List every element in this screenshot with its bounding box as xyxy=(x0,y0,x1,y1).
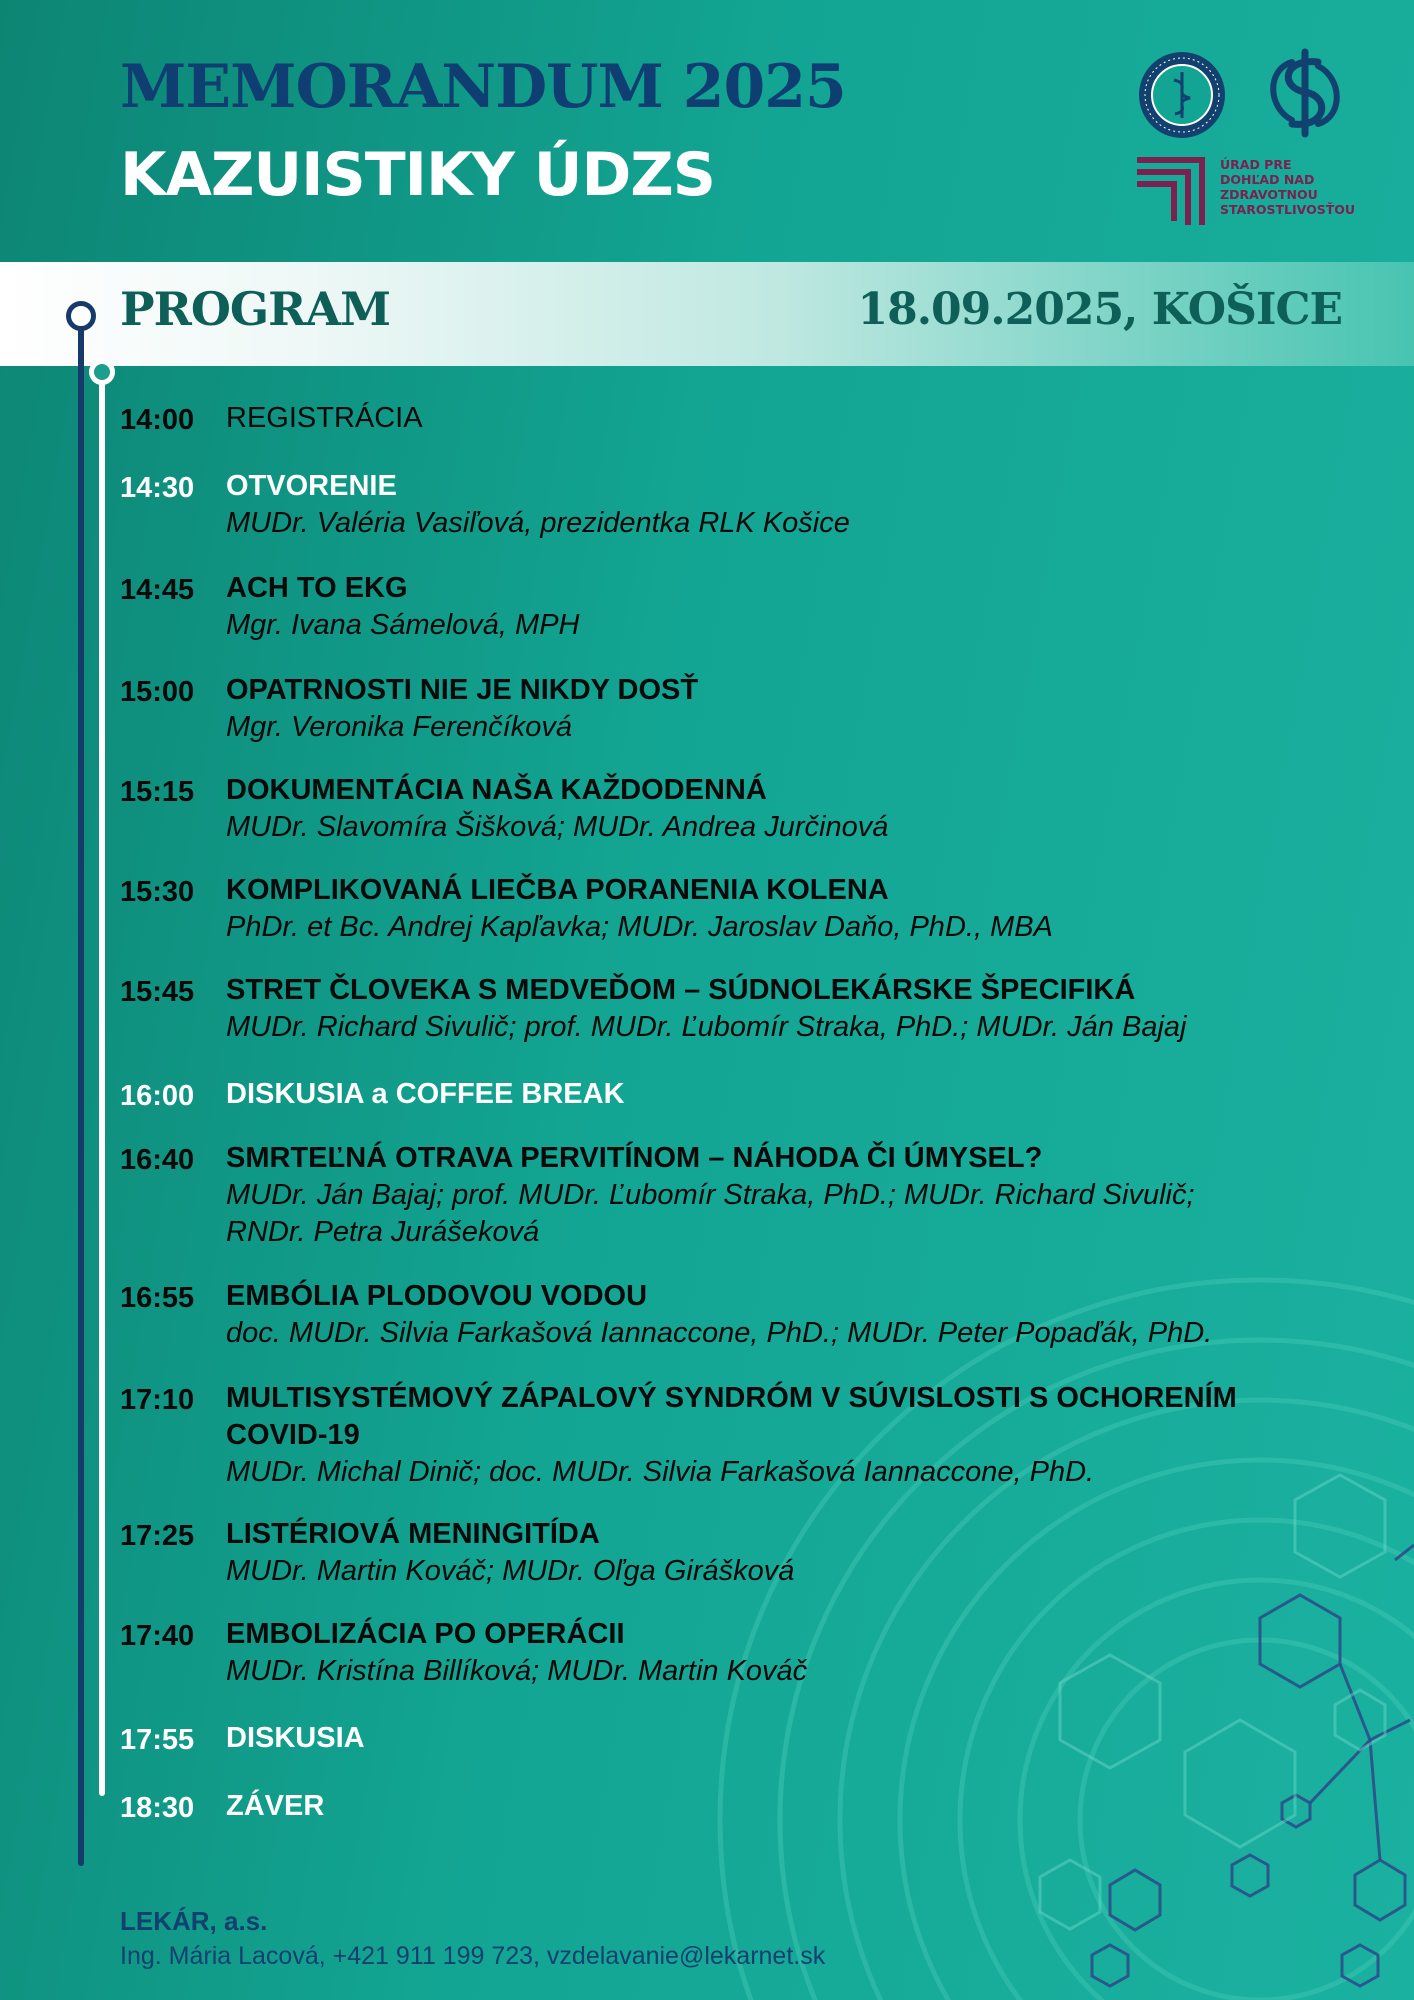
udzs-logo-icon xyxy=(1137,155,1222,227)
agenda-speakers: RNDr. Petra Jurášeková xyxy=(226,1216,540,1248)
caduceus-logo-icon xyxy=(1262,48,1348,138)
agenda-speakers: MUDr. Slavomíra Šišková; MUDr. Andrea Jurčinová xyxy=(226,811,889,843)
agenda-speakers: MUDr. Ján Bajaj; prof. MUDr. Ľubomír Straka, PhD.; MUDr. Richard Sivulič; xyxy=(226,1179,1195,1211)
agenda-speakers: MUDr. Valéria Vasiľová, prezidentka RLK Košice xyxy=(226,507,850,539)
event-title: MEMORANDUM 2025 xyxy=(120,52,846,122)
agenda-title: OPATRNOSTI NIE JE NIKDY DOSŤ xyxy=(226,674,699,706)
agenda-title: DISKUSIA xyxy=(226,1722,365,1754)
agenda-time: 16:00 xyxy=(120,1080,195,1112)
agenda-title: REGISTRÁCIA xyxy=(226,402,423,434)
agenda-title: DISKUSIA a COFFEE BREAK xyxy=(226,1078,625,1110)
agenda-speakers: MUDr. Michal Dinič; doc. MUDr. Silvia Farkašová Iannaccone, PhD. xyxy=(226,1456,1095,1488)
agenda-title: ZÁVER xyxy=(226,1790,325,1822)
agenda-time: 14:00 xyxy=(120,404,195,436)
udzs-line: DOHĽAD NAD xyxy=(1220,172,1315,187)
event-date-location: 18.09.2025, KOŠICE xyxy=(857,284,1342,335)
agenda-title-continued: COVID-19 xyxy=(226,1419,360,1451)
agenda-title: KOMPLIKOVANÁ LIEČBA PORANENIA KOLENA xyxy=(226,874,889,906)
agenda-speakers: Mgr. Ivana Sámelová, MPH xyxy=(226,609,580,641)
agenda-title: LISTÉRIOVÁ MENINGITÍDA xyxy=(226,1518,600,1550)
event-subtitle: KAZUISTIKY ÚDZS xyxy=(120,140,716,210)
agenda-title: MULTISYSTÉMOVÝ ZÁPALOVÝ SYNDRÓM V SÚVISLOSTI S OCHORENÍM xyxy=(226,1382,1237,1414)
agenda-time: 16:40 xyxy=(120,1144,195,1176)
agenda-speakers: MUDr. Richard Sivulič; prof. MUDr. Ľubomír Straka, PhD.; MUDr. Ján Bajaj xyxy=(226,1011,1187,1043)
agenda-title: EMBÓLIA PLODOVOU VODOU xyxy=(226,1280,648,1312)
udzs-line: STAROSTLIVOSŤOU xyxy=(1220,202,1356,217)
agenda-title: DOKUMENTÁCIA NAŠA KAŽDODENNÁ xyxy=(226,774,767,806)
udzs-line: ÚRAD PRE xyxy=(1220,157,1292,172)
agenda-time: 14:30 xyxy=(120,472,195,504)
agenda-time: 14:45 xyxy=(120,574,195,606)
agenda-time: 16:55 xyxy=(120,1282,195,1314)
agenda-speakers: Mgr. Veronika Ferenčíková xyxy=(226,711,572,743)
organizer-contact: Ing. Mária Lacová, +421 911 199 723, vzdelavanie@lekarnet.sk xyxy=(120,1942,826,1970)
agenda-time: 18:30 xyxy=(120,1792,195,1824)
udzs-line: ZDRAVOTNOU xyxy=(1220,187,1318,202)
medical-chamber-logo-icon xyxy=(1137,50,1227,140)
agenda-speakers: doc. MUDr. Silvia Farkašová Iannaccone, PhD.; MUDr. Peter Popaďák, PhD. xyxy=(226,1317,1213,1349)
agenda-time: 15:30 xyxy=(120,876,195,908)
timeline-secondary-marker xyxy=(89,359,115,385)
agenda-title: EMBOLIZÁCIA PO OPERÁCII xyxy=(226,1618,625,1650)
organizer-name: LEKÁR, a.s. xyxy=(120,1906,268,1936)
timeline-line xyxy=(78,316,84,1866)
agenda-time: 15:45 xyxy=(120,976,195,1008)
agenda-title: OTVORENIE xyxy=(226,470,397,502)
agenda-speakers: PhDr. et Bc. Andrej Kapľavka; MUDr. Jaroslav Daňo, PhD., MBA xyxy=(226,911,1053,943)
udzs-logo-text xyxy=(1220,157,1380,217)
agenda-title: STRET ČLOVEKA S MEDVEĎOM – SÚDNOLEKÁRSKE ŠPECIFIKÁ xyxy=(226,974,1136,1006)
agenda-title: SMRTEĽNÁ OTRAVA PERVITÍNOM – NÁHODA ČI ÚMYSEL? xyxy=(226,1142,1043,1174)
agenda-time: 15:00 xyxy=(120,676,195,708)
agenda-time: 17:55 xyxy=(120,1724,195,1756)
timeline-start-marker xyxy=(66,301,96,331)
agenda-time: 17:25 xyxy=(120,1520,195,1552)
agenda-time: 17:10 xyxy=(120,1384,195,1416)
program-heading: PROGRAM xyxy=(120,282,391,336)
agenda-speakers: MUDr. Martin Kováč; MUDr. Oľga Girášková xyxy=(226,1555,795,1587)
timeline-line-secondary xyxy=(99,372,105,1796)
agenda-title: ACH TO EKG xyxy=(226,572,408,604)
agenda-time: 15:15 xyxy=(120,776,195,808)
agenda-time: 17:40 xyxy=(120,1620,195,1652)
agenda-speakers: MUDr. Kristína Billíková; MUDr. Martin Kováč xyxy=(226,1655,808,1687)
